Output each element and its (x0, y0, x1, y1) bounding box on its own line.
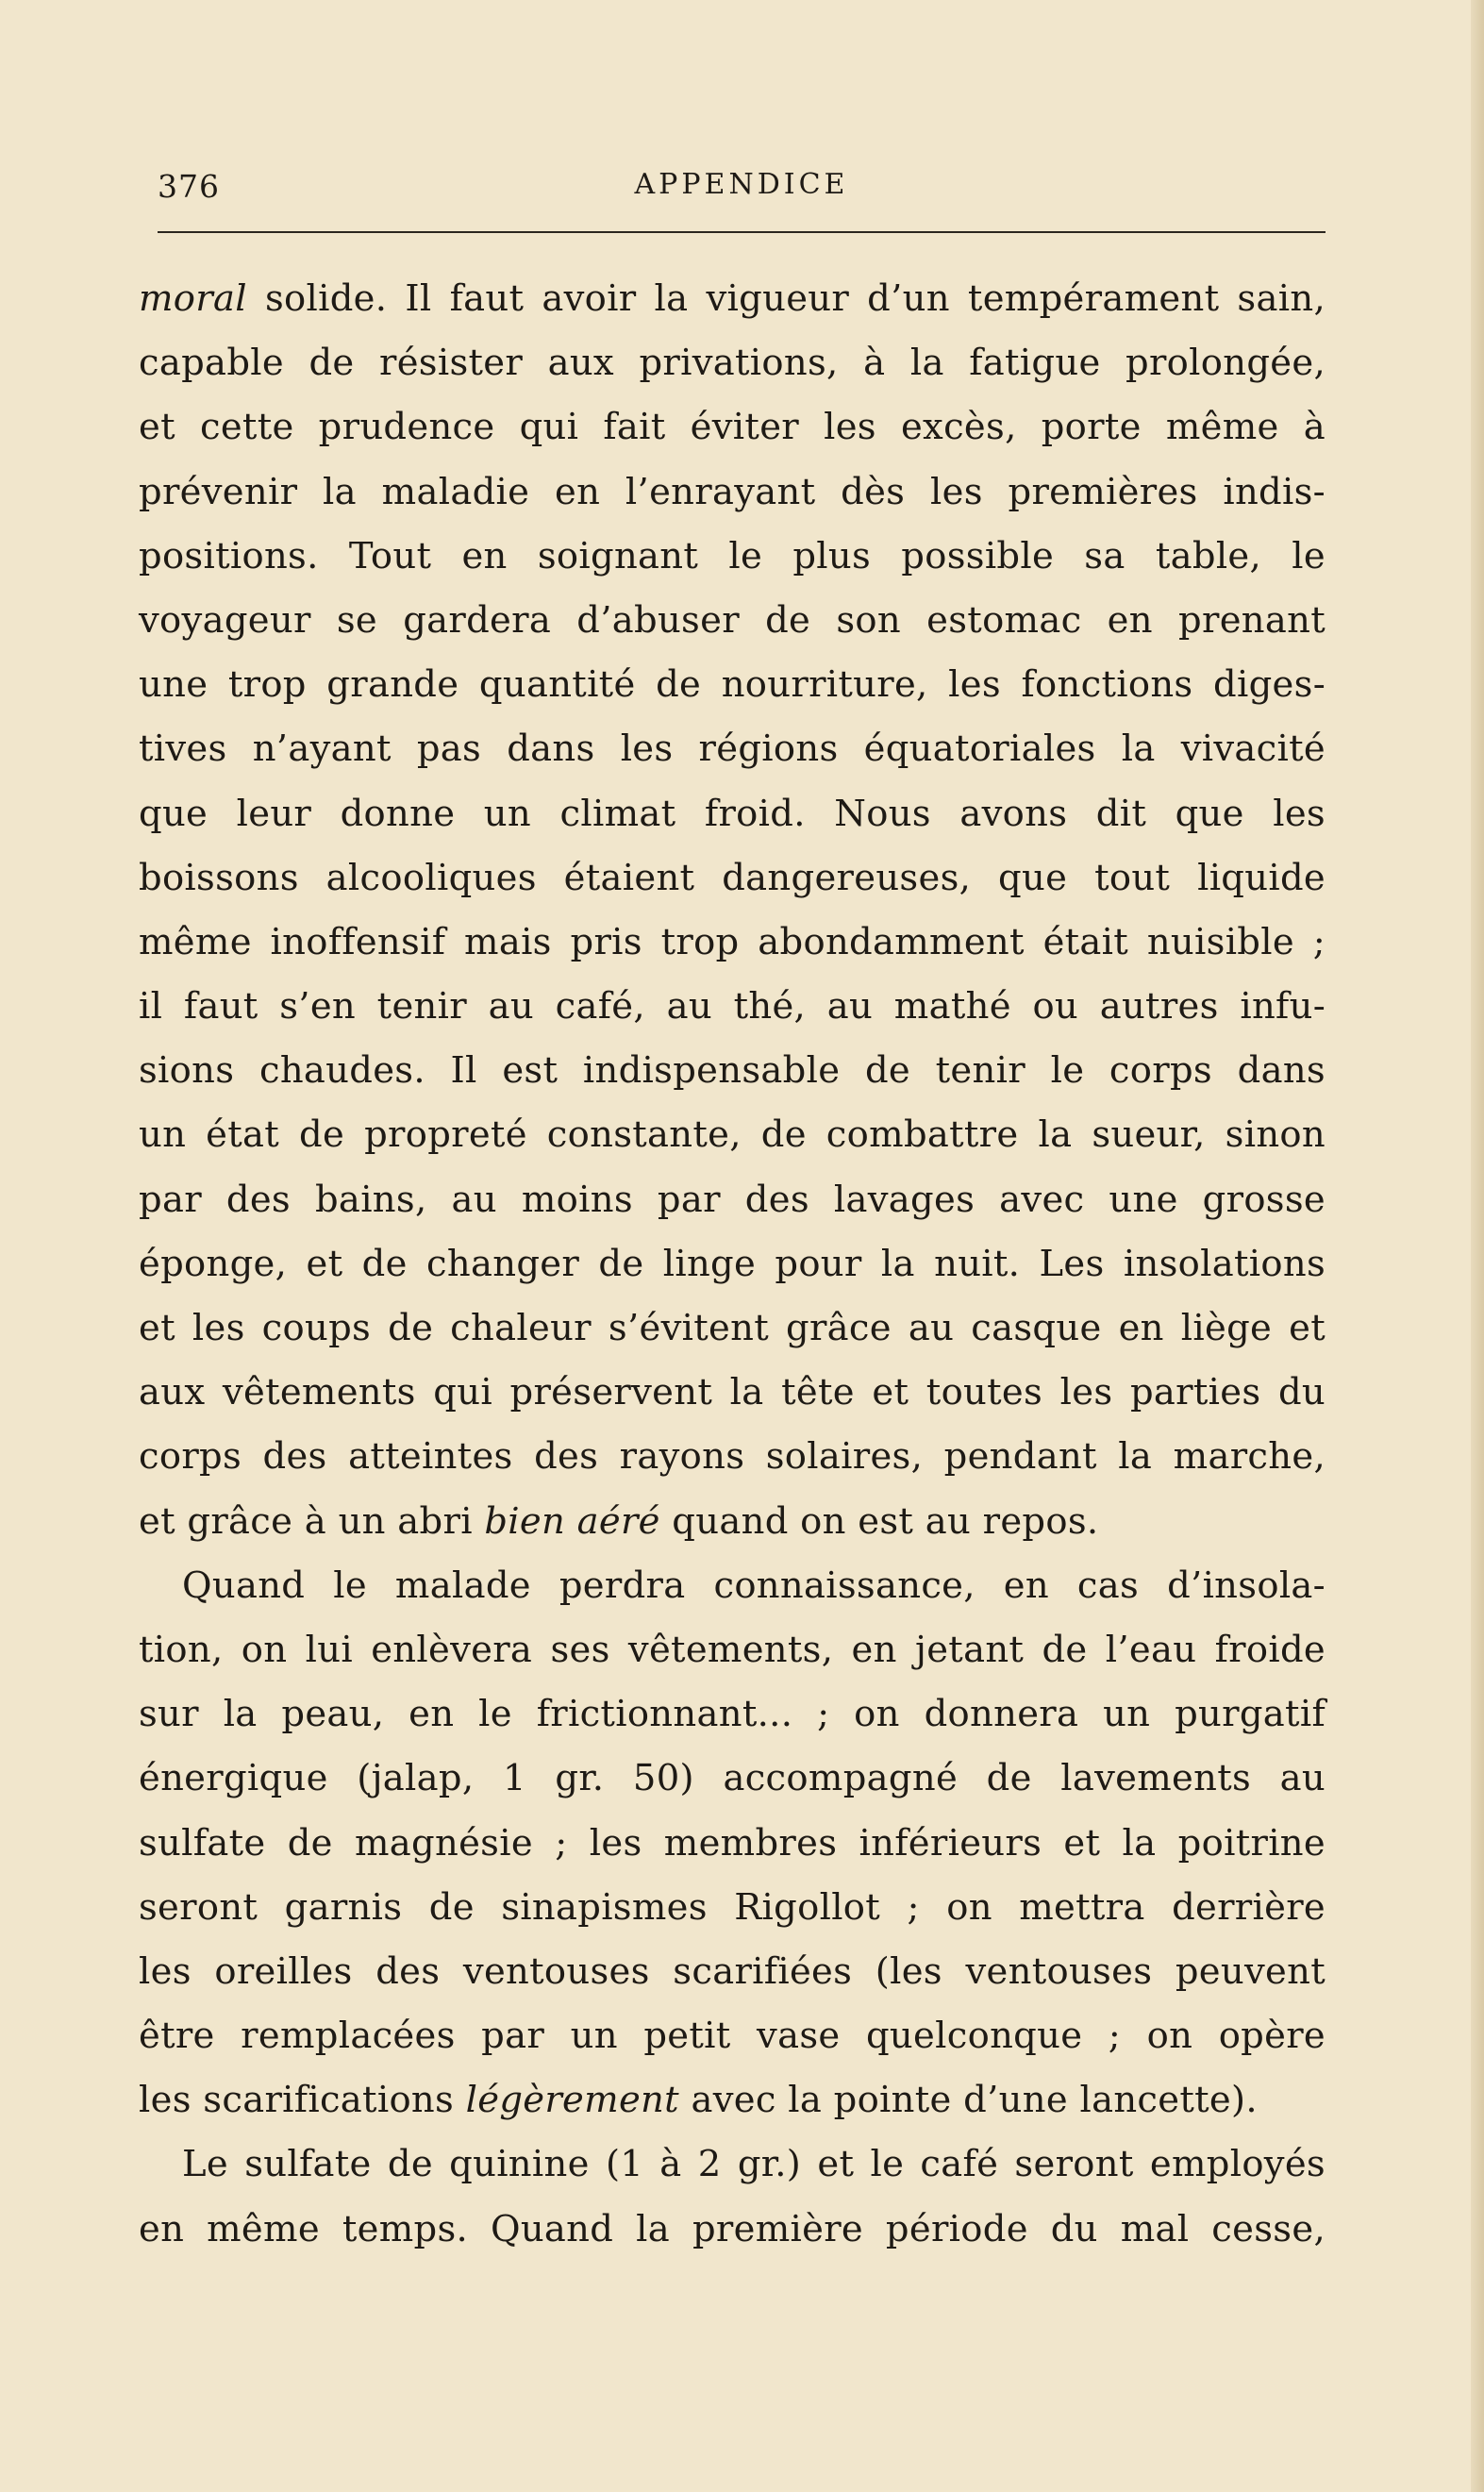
text-line: en même temps. Quand la première période du mal cesse, (139, 2207, 1326, 2250)
text-line: sions chaudes. Il est indispensable de tenir le corps dans (139, 1049, 1326, 1093)
text-line: tion, on lui enlèvera ses vêtements, en jetant de l’eau froide (139, 1628, 1326, 1671)
body-text (139, 267, 1326, 2262)
text-line: moral solide. Il faut avoir la vigueur d’un tempérament sain, (139, 277, 1326, 320)
text-line-paragraph-end: les scarifications légèrement avec la pointe d’une lancette). (139, 2079, 1258, 2122)
text-line: éponge, et de changer de linge pour la nuit. Les insolations (139, 1242, 1326, 1285)
page-number: 376 (158, 168, 220, 205)
text-line-paragraph-start: Le sulfate de quinine (1 à 2 gr.) et le café seront employés (182, 2143, 1326, 2186)
text-line: capable de résister aux privations, à la fatigue prolongée, (139, 342, 1326, 385)
text-line: aux vêtements qui préservent la tête et toutes les parties du (139, 1371, 1326, 1414)
text-line: les oreilles des ventouses scarifiées (les ventouses peuvent (139, 1949, 1326, 1993)
text-line: par des bains, au moins par des lavages avec une grosse (139, 1178, 1326, 1221)
text-line: sulfate de magnésie ; les membres inférieurs et la poitrine (139, 1821, 1326, 1865)
text-line: il faut s’en tenir au café, au thé, au mathé ou autres infu- (139, 985, 1326, 1029)
page-edge (1471, 0, 1484, 2492)
text-line: voyageur se gardera d’abuser de son estomac en prenant (139, 598, 1326, 642)
text-line: prévenir la maladie en l’enrayant dès les premières indis- (139, 470, 1326, 513)
header-rule (158, 231, 1326, 233)
text-line: et les coups de chaleur s’évitent grâce au casque en liège et (139, 1307, 1326, 1349)
text-line: un état de propreté constante, de combattre la sueur, sinon (139, 1113, 1326, 1157)
page-header (158, 160, 1326, 217)
text-line: seront garnis de sinapismes Rigollot ; on mettra derrière (139, 1885, 1326, 1929)
text-line: positions. Tout en soignant le plus possible sa table, le (139, 534, 1326, 577)
text-line: être remplacées par un petit vase quelconque ; on opère (139, 2015, 1326, 2058)
text-line: et cette prudence qui fait éviter les excès, porte même à (139, 406, 1326, 449)
text-line: corps des atteintes des rayons solaires, pendant la marche, (139, 1435, 1326, 1479)
running-title: APPENDICE (634, 168, 849, 201)
text-line: que leur donne un climat froid. Nous avons dit que les (139, 792, 1326, 835)
text-line: énergique (jalap, 1 gr. 50) accompagné de lavements au (139, 1757, 1326, 1800)
text-line: tives n’ayant pas dans les régions équatoriales la vivacité (139, 728, 1326, 771)
text-line: sur la peau, en le frictionnant... ; on donnera un purgatif (139, 1693, 1326, 1736)
text-line-paragraph-end: et grâce à un abri bien aéré quand on est au repos. (139, 1499, 1099, 1543)
text-line: boissons alcooliques étaient dangereuses, que tout liquide (139, 856, 1326, 899)
text-line: une trop grande quantité de nourriture, les fonctions diges- (139, 663, 1326, 707)
text-line: même inoffensif mais pris trop abondamment était nuisible ; (139, 920, 1326, 963)
text-line-paragraph-start: Quand le malade perdra connaissance, en cas d’insola- (182, 1564, 1326, 1607)
